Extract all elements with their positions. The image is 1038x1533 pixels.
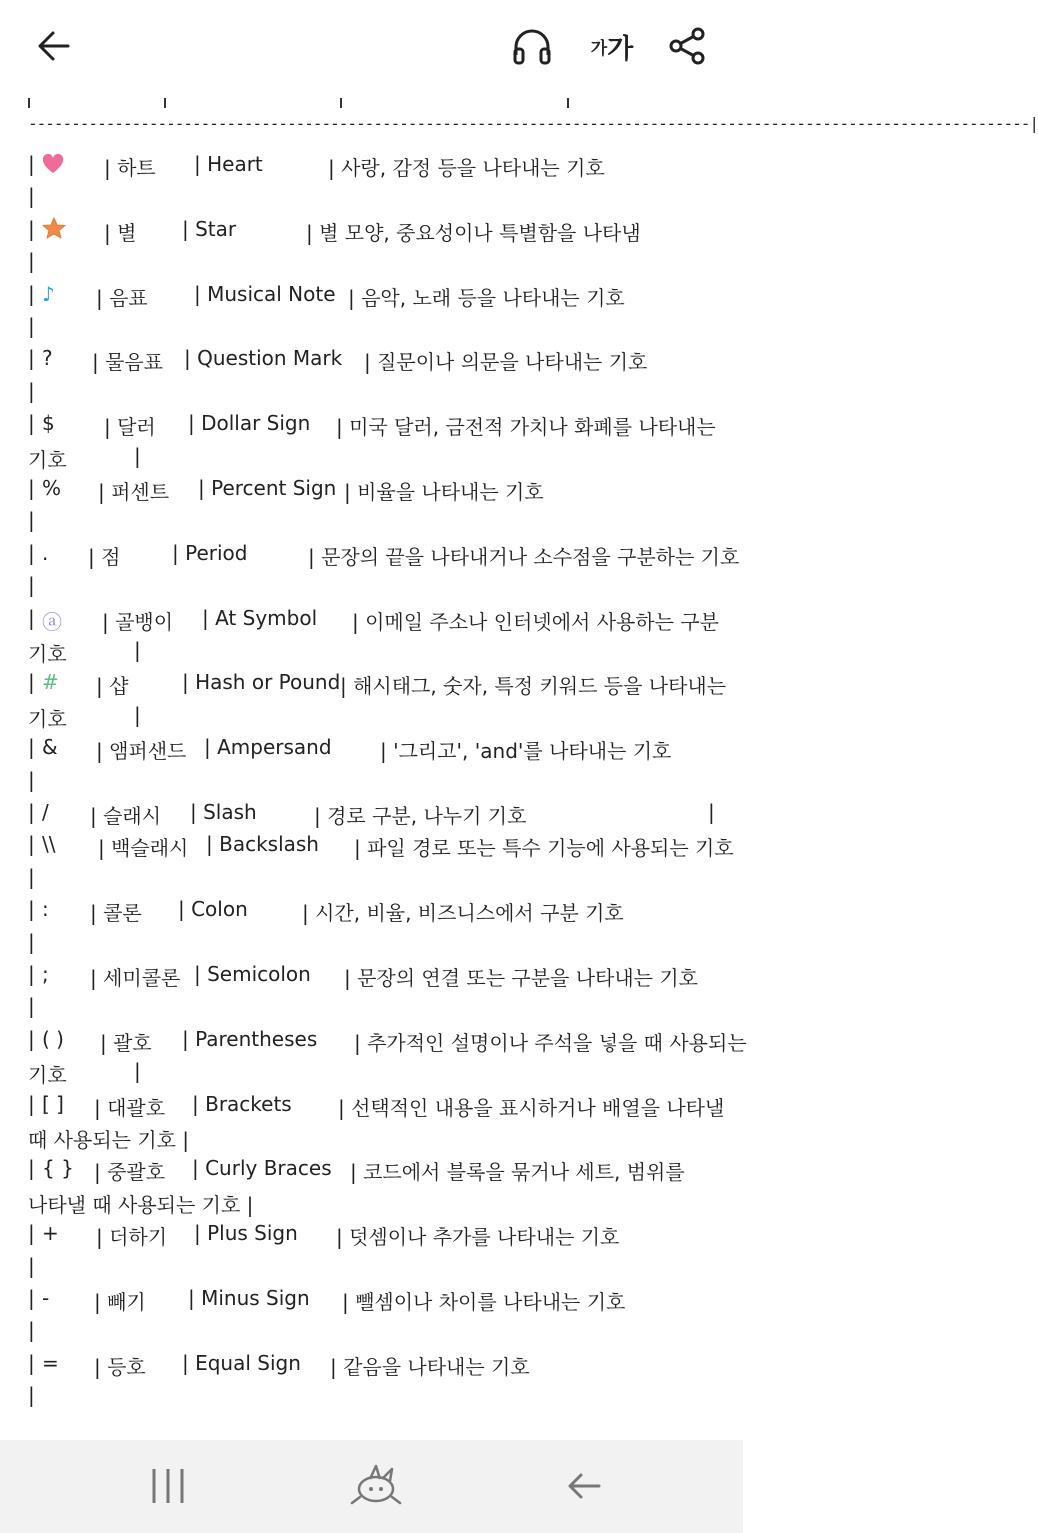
symbol-cell <box>42 152 64 176</box>
table-row <box>28 1026 747 1057</box>
description-cell: | 질문이나 의문을 나타내는 기호 <box>364 350 648 375</box>
symbol-cell: ( ) <box>42 1026 64 1051</box>
english-name-cell: | Dollar Sign <box>188 411 311 436</box>
table-row <box>28 217 728 247</box>
table-row-continuation <box>28 184 728 214</box>
heart-icon <box>42 154 64 174</box>
description-cell: | <box>28 1253 35 1278</box>
korean-name-cell: | 중괄호 <box>94 1160 166 1185</box>
post-content <box>0 92 1038 1440</box>
symbol-cell: ; <box>42 962 49 986</box>
row-border: | <box>134 638 141 662</box>
english-name-cell: | Heart <box>194 152 263 176</box>
row-border: | <box>28 1156 35 1181</box>
table-row-continuation <box>28 1059 728 1089</box>
english-name-cell: | At Symbol <box>202 605 318 630</box>
description-cell: | 덧셈이나 추가를 나타내는 기호 <box>336 1225 620 1250</box>
row-border: | <box>28 670 35 695</box>
korean-name-cell: | 괄호 <box>100 1030 152 1055</box>
symbol-cell: . <box>42 540 49 565</box>
description-cell: 기호 <box>28 1063 67 1088</box>
table-row <box>28 962 728 992</box>
table-row <box>28 832 734 862</box>
symbol-cell: { } <box>42 1156 74 1181</box>
table-row <box>28 1351 728 1381</box>
description-cell: | <box>28 573 35 598</box>
table-tick <box>28 98 30 108</box>
star-icon <box>42 217 66 239</box>
bunny-home-icon <box>348 1463 404 1509</box>
english-name-cell: | Curly Braces <box>192 1156 332 1181</box>
row-border: | <box>134 443 141 468</box>
description-cell: | 시간, 비율, 비즈니스에서 구분 기호 <box>302 901 624 926</box>
row-border: | <box>28 832 35 857</box>
symbol-cell: + <box>42 1221 59 1246</box>
table-row-continuation <box>28 930 728 960</box>
table-row <box>28 411 728 441</box>
table-tick <box>340 98 342 108</box>
description-cell: | 음악, 노래 등을 나타내는 기호 <box>348 285 625 310</box>
description-cell: | 뺄셈이나 차이를 나타내는 기호 <box>342 1290 626 1314</box>
description-cell: | 경로 구분, 나누기 기호 <box>314 804 527 828</box>
table-row-continuation <box>28 1124 728 1154</box>
table-row <box>28 152 728 182</box>
symbol-cell: / <box>42 800 49 824</box>
korean-name-cell: | 달러 <box>104 415 156 440</box>
symbol-cell: # <box>42 670 59 695</box>
font-size-button[interactable] <box>582 24 642 68</box>
english-name-cell: | Ampersand <box>204 735 332 760</box>
row-border: | <box>28 897 35 922</box>
row-border: | <box>28 1091 35 1116</box>
description-cell: | <box>28 767 35 792</box>
english-name-cell: | Minus Sign <box>188 1286 310 1310</box>
korean-name-cell: | 앰퍼샌드 <box>96 739 187 764</box>
table-tick <box>164 98 166 108</box>
row-border: | <box>28 411 35 436</box>
table-row <box>28 1286 728 1316</box>
symbol-cell: % <box>42 476 62 500</box>
table-row-continuation <box>28 379 728 409</box>
korean-name-cell: | 골뱅이 <box>102 609 174 634</box>
english-name-cell: | Plus Sign <box>194 1221 298 1246</box>
description-cell: 나타낼 때 사용되는 기호 | <box>28 1192 254 1217</box>
english-name-cell: | Semicolon <box>194 962 311 986</box>
table-row <box>28 735 728 765</box>
description-cell: 기호 <box>28 706 67 731</box>
table-row-continuation <box>28 768 728 798</box>
description-cell: | 해시태그, 숫자, 특정 키워드 등을 나타내는 <box>340 674 727 699</box>
table-row <box>28 897 728 927</box>
table-row-continuation <box>28 994 728 1024</box>
row-border: | <box>28 1221 35 1246</box>
table-row-continuation <box>28 1254 728 1284</box>
headphones-icon <box>510 25 554 67</box>
row-border: | <box>28 216 35 241</box>
description-cell: | 사랑, 감정 등을 나타내는 기호 <box>328 156 605 180</box>
description-cell: | <box>28 184 35 209</box>
table-row-continuation <box>28 703 728 733</box>
row-border: | <box>28 346 35 371</box>
row-border: | <box>28 962 35 986</box>
description-cell: | <box>28 314 35 338</box>
symbol-cell: = <box>42 1350 59 1375</box>
recent-apps-button[interactable] <box>140 1462 196 1510</box>
table-row-continuation <box>28 573 728 603</box>
korean-name-cell: | 점 <box>88 544 121 569</box>
english-name-cell: | Parentheses <box>182 1026 318 1051</box>
description-cell: | '그리고', 'and'를 나타내는 기호 <box>380 739 672 764</box>
back-arrow-icon <box>36 28 72 64</box>
korean-name-cell: | 물음표 <box>92 350 164 375</box>
description-cell: | 같음을 나타내는 기호 <box>330 1354 530 1379</box>
description-cell: | 미국 달러, 금전적 가치나 화폐를 나타내는 <box>336 415 716 440</box>
table-row-continuation <box>28 1383 728 1413</box>
back-button[interactable] <box>30 24 78 68</box>
row-border: | <box>28 1350 35 1375</box>
english-name-cell: | Musical Note <box>194 281 336 306</box>
english-name-cell: | Equal Sign <box>182 1350 301 1375</box>
row-border: | <box>28 1286 35 1310</box>
description-cell: | 추가적인 설명이나 주석을 넣을 때 사용되는 <box>354 1030 747 1055</box>
description-cell: | 문장의 끝을 나타내거나 소수점을 구분하는 기호 <box>308 544 740 569</box>
symbol-cell: ♪ <box>42 281 55 306</box>
table-row-continuation <box>28 314 728 344</box>
description-cell: | 이메일 주소나 인터넷에서 사용하는 구분 <box>352 609 719 634</box>
korean-name-cell: | 별 <box>104 220 137 245</box>
system-back-button[interactable] <box>556 1462 612 1510</box>
table-row-continuation <box>28 444 728 474</box>
row-border: | <box>28 281 35 306</box>
row-border: | <box>28 605 35 630</box>
table-row-continuation <box>28 865 728 895</box>
table-row <box>28 1092 728 1122</box>
row-border: | <box>134 702 141 727</box>
description-cell: | <box>28 1383 35 1408</box>
korean-name-cell: | 세미콜론 <box>90 966 181 990</box>
table-row <box>28 476 728 506</box>
symbol-cell: [ ] <box>42 1091 64 1116</box>
table-row <box>28 1221 728 1251</box>
english-name-cell: | Colon <box>178 897 248 922</box>
symbol-cell: : <box>42 897 49 922</box>
listen-button[interactable] <box>506 22 558 70</box>
row-border: | <box>28 1026 35 1051</box>
share-button[interactable] <box>664 22 710 70</box>
table-row-continuation <box>28 1189 728 1219</box>
table-row <box>28 282 728 312</box>
english-name-cell: | Brackets <box>192 1091 292 1116</box>
korean-name-cell: | 대괄호 <box>94 1095 166 1120</box>
symbol-cell: - <box>42 1286 50 1310</box>
korean-name-cell: | 더하기 <box>96 1225 168 1250</box>
table-row-continuation <box>28 249 728 279</box>
description-cell: | <box>28 378 35 403</box>
description-cell: 때 사용되는 기호 | <box>28 1128 190 1152</box>
table-row <box>28 1156 728 1186</box>
korean-name-cell: | 하트 <box>104 156 156 180</box>
symbol-cell: \\ <box>42 832 56 857</box>
description-cell: | 비율을 나타내는 기호 <box>344 480 544 504</box>
row-border: | <box>28 476 35 500</box>
share-icon <box>667 26 707 66</box>
english-name-cell: | Slash <box>190 800 257 824</box>
table-row <box>28 540 740 571</box>
symbol-cell: $ <box>42 411 55 436</box>
korean-name-cell: | 백슬래시 <box>98 836 189 861</box>
description-cell: | <box>28 1318 35 1343</box>
table-row <box>28 800 728 830</box>
row-border: | <box>28 540 35 565</box>
recent-apps-icon <box>150 1467 186 1505</box>
english-name-cell: | Question Mark <box>184 346 343 371</box>
table-row <box>28 606 728 636</box>
description-cell: 기호 <box>28 642 67 666</box>
row-border: | <box>28 152 35 176</box>
korean-name-cell: | 빼기 <box>94 1290 146 1314</box>
description-cell: | 코드에서 블록을 묶거나 세트, 범위를 <box>350 1160 685 1185</box>
symbol-cell: & <box>42 735 58 760</box>
description-cell: | <box>28 994 35 1019</box>
row-border: | <box>134 1059 141 1084</box>
korean-name-cell: | 등호 <box>94 1354 146 1379</box>
description-cell: | <box>28 508 35 533</box>
korean-name-cell: | 샵 <box>96 674 129 699</box>
english-name-cell: | Percent Sign <box>198 476 337 500</box>
korean-name-cell: | 퍼센트 <box>98 480 170 504</box>
description-cell: | <box>28 864 35 889</box>
row-border: | <box>708 800 715 824</box>
table-row <box>28 670 728 700</box>
table-row <box>28 346 728 376</box>
home-button[interactable] <box>344 1458 408 1514</box>
table-row-continuation <box>28 508 728 538</box>
korean-name-cell: | 콜론 <box>90 901 142 926</box>
font-size-large-label: 가 <box>607 33 634 65</box>
symbol-cell: ⓐ <box>42 609 62 634</box>
table-row-continuation <box>28 1318 728 1348</box>
top-toolbar <box>0 0 743 92</box>
description-cell: | 별 모양, 중요성이나 특별함을 나타냄 <box>306 220 641 245</box>
description-cell: 기호 <box>28 447 67 472</box>
english-name-cell: | Star <box>182 216 237 241</box>
description-cell: | <box>28 929 35 954</box>
symbol-cell: ? <box>42 346 53 371</box>
korean-name-cell: | 슬래시 <box>90 804 162 828</box>
symbol-cell <box>42 217 66 241</box>
english-name-cell: | Hash or Pound <box>182 670 341 695</box>
row-border: | <box>28 800 35 824</box>
korean-name-cell: | 음표 <box>96 285 148 310</box>
description-cell: | 선택적인 내용을 표시하거나 배열을 나타낼 <box>338 1095 725 1120</box>
font-size-small-label: 가 <box>590 38 608 59</box>
back-chevron-icon <box>566 1471 602 1501</box>
english-name-cell: | Backslash <box>206 832 319 857</box>
system-navigation-bar <box>0 1440 743 1533</box>
table-row-continuation <box>28 638 728 668</box>
row-border: | <box>28 735 35 760</box>
table-separator: --------------------------------------------------------------------------------------------------------------------| <box>28 114 1038 133</box>
description-cell: | 문장의 연결 또는 구분을 나타내는 기호 <box>344 966 699 990</box>
table-tick <box>567 98 569 108</box>
description-cell: | <box>28 249 35 274</box>
description-cell: | 파일 경로 또는 특수 기능에 사용되는 기호 <box>354 836 734 861</box>
english-name-cell: | Period <box>172 540 248 565</box>
